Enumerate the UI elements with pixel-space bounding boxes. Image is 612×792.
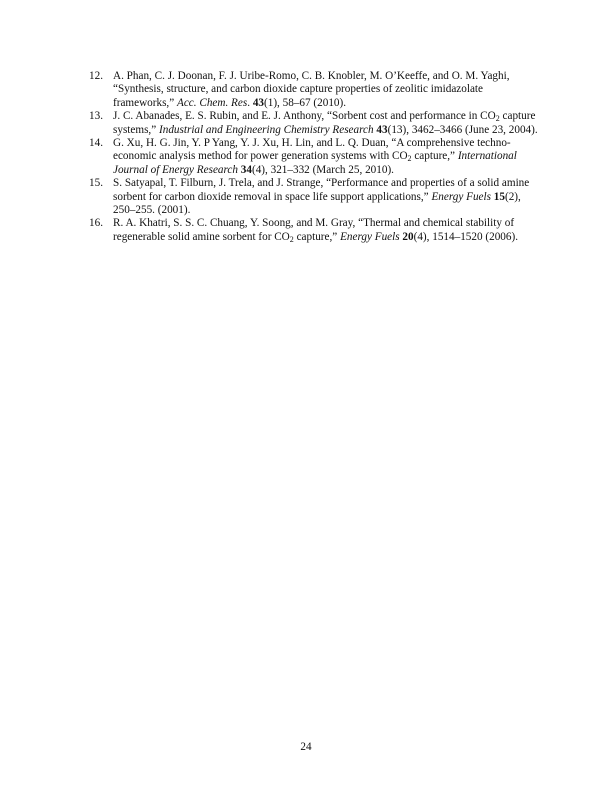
reference-list [89,70,539,244]
subscript-2: 2 [289,234,294,244]
page-number: 24 [300,741,312,753]
reference-number: 13. [89,110,103,123]
reference-item-13 [89,110,539,137]
reference-volume: 20 [402,230,414,243]
reference-journal: Energy Fuels [340,230,400,243]
reference-number: 14. [89,137,103,150]
reference-number: 15. [89,177,103,190]
subscript-2: 2 [407,154,412,164]
reference-item-12 [89,70,539,110]
reference-authors: R. A. Khatri, S. S. C. Chuang, Y. Soong, and M. Gray, [113,217,359,230]
reference-journal: Acc. Chem. Res [177,96,248,109]
reference-number: 12. [89,70,103,82]
reference-title: “Thermal and chemical stability of regenerable solid amine sorbent for CO [113,217,515,243]
reference-title-end: capture,” [293,230,341,243]
reference-journal: International Journal of Energy Research [113,150,517,176]
reference-journal: Energy Fuels [431,190,491,203]
reference-number: 16. [89,217,103,230]
reference-authors: A. Phan, C. J. Doonan, F. J. Uribe-Romo, C. B. Knobler, M. O’Keeffe, and O. M. Yaghi, [113,70,510,82]
reference-details: (13), 3462–3466 (June 23, 2004). [387,123,538,136]
reference-volume: 43 [252,96,264,109]
reference-title: “A comprehensive techno-economic analysis method for power generation systems with CO [113,137,511,163]
reference-separator: . [247,96,253,109]
reference-journal: Industrial and Engineering Chemistry Research [159,123,374,136]
reference-details: (2), 250–255. (2001). [113,190,521,217]
subscript-2: 2 [495,114,500,124]
reference-volume: 34 [240,163,252,176]
reference-details: (4), 321–332 (March 25, 2010). [251,163,394,176]
reference-authors: J. C. Abanades, E. S. Rubin, and E. J. Anthony, [113,110,328,123]
reference-title-end: capture systems,” [113,110,536,136]
reference-title: “Synthesis, structure, and carbon dioxide capture properties of zeolitic imidazolate frameworks,” [113,83,483,109]
reference-volume: 15 [493,190,505,203]
reference-item-15 [89,177,539,217]
reference-item-14 [89,137,539,177]
reference-title: “Performance and properties of a solid amine sorbent for carbon dioxide removal in space life support applications,” [113,177,530,203]
reference-authors: G. Xu, H. G. Jin, Y. P Yang, Y. J. Xu, H. Lin, and L. Q. Duan, [113,137,392,150]
reference-details: (1), 58–67 (2010). [264,96,347,109]
reference-details: (4), 1514–1520 (2006). [413,230,518,243]
reference-volume: 43 [376,123,388,136]
reference-item-16 [89,217,539,244]
reference-authors: S. Satyapal, T. Filburn, J. Trela, and J. Strange, [113,177,327,190]
reference-title: “Sorbent cost and performance in CO [327,110,496,123]
reference-title-end: capture,” [411,150,458,163]
